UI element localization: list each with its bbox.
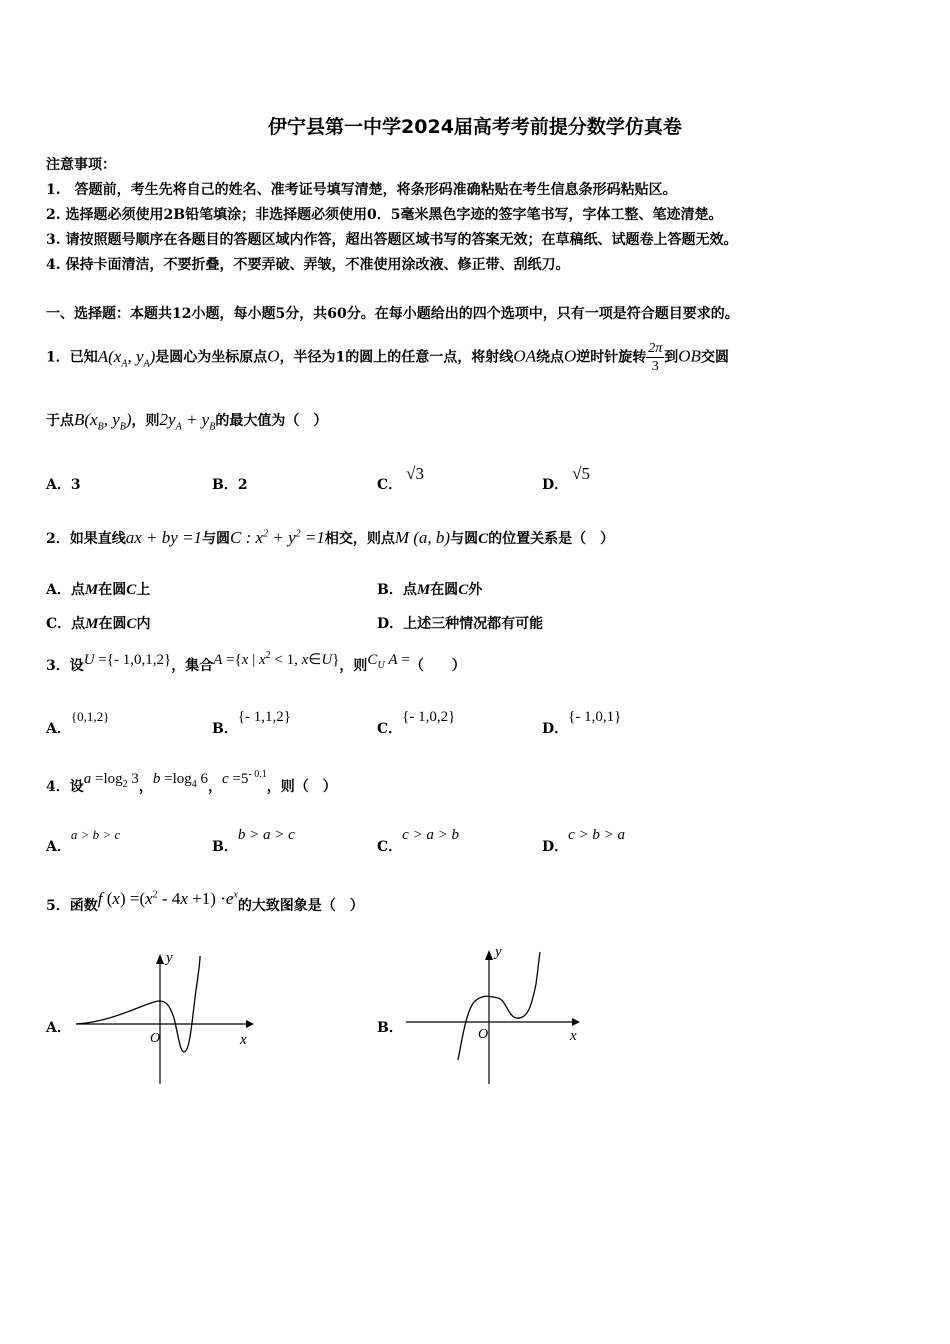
graph-b-y-label: y xyxy=(495,944,502,960)
graph-a-x-arrow xyxy=(246,1020,254,1028)
q1-option-c-value: √3 xyxy=(406,464,424,483)
q2-text-2: 相交，则点 xyxy=(324,531,395,547)
q1-text-5: 到 xyxy=(664,349,679,366)
q1-text-2: ，半径为1的圆上的任意一点，将射线 xyxy=(279,349,514,366)
q3-text-3: （ ） xyxy=(409,658,466,674)
q3-number: 3．设 xyxy=(46,658,84,674)
q1-origin-2: O xyxy=(563,346,577,366)
q2-option-a[interactable] xyxy=(46,579,150,599)
q3-b-label: B． xyxy=(212,721,238,737)
q1-option-d[interactable] xyxy=(542,464,590,494)
q1-text-6: 交圆 xyxy=(700,349,729,366)
q2-a-t2: 在圆 xyxy=(98,582,127,598)
q2-c-c: C xyxy=(126,616,137,632)
q1-frac-den: 3 xyxy=(651,359,659,374)
q3-text-2: ，则 xyxy=(339,658,368,674)
q4-option-a[interactable] xyxy=(46,827,121,856)
q1-ray-ob: OB xyxy=(678,346,701,366)
q3-c-value: {- 1,0,2} xyxy=(402,709,456,725)
page-title: 伊宁县第一中学2024届高考考前提分数学仿真卷 xyxy=(268,116,682,138)
q4-text-1: ，则（ ） xyxy=(266,779,337,795)
q1-option-d-value: √5 xyxy=(572,464,590,483)
q4-c-def: $c =5^{- 0.1}$ xyxy=(222,769,267,787)
graph-a-x-label: x xyxy=(240,1032,247,1048)
q1-number: 1．已知 xyxy=(46,349,98,366)
q5-option-a[interactable]: A． xyxy=(46,1020,71,1036)
q4-d-label: D． xyxy=(542,839,569,855)
q4-a-label: A． xyxy=(46,839,71,855)
q2-point-m: M (a, b) xyxy=(394,528,451,547)
q1-origin: O xyxy=(267,346,280,366)
note-item-3: 3. 请按照题号顺序在各题目的答题区域内作答，超出答题区域书写的答案无效；在草稿纸、试题卷上答题无效。 xyxy=(46,232,738,248)
q1-point-a: $A(x_A$, $y_A$) xyxy=(97,346,156,369)
q2-circle-c: C xyxy=(478,531,489,547)
q3-text-1: ，集合 xyxy=(171,658,214,674)
q5-function: f $(x) =(x^2 - 4x +1) \cdot e^x$ xyxy=(97,889,238,908)
q3-complement: $C_U$ A = xyxy=(367,652,410,671)
q2-b-c: C xyxy=(458,582,469,598)
q1-option-c[interactable] xyxy=(377,464,424,494)
graph-b-curve xyxy=(458,952,540,1060)
q2-number: 2．如果直线 xyxy=(46,531,126,547)
note-item-4: 4. 保持卡面清洁，不要折叠，不要弄破、弄皱，不准使用涂改液、修正带、刮纸刀。 xyxy=(46,257,570,273)
q1-line2-b: ，则 xyxy=(131,413,160,429)
q3-a-value: {0,1,2} xyxy=(70,709,110,724)
q4-a-value: a > b > c xyxy=(70,827,121,842)
q5-option-b[interactable]: B． xyxy=(377,1020,403,1036)
q2-b-t1: B．点 xyxy=(377,582,417,598)
q4-option-d[interactable] xyxy=(542,827,626,856)
graph-a-curve xyxy=(76,956,200,1052)
graph-b-x-label: x xyxy=(570,1028,577,1044)
q4-sep-2: ， xyxy=(208,779,223,795)
q2-text-3: 与圆 xyxy=(450,531,479,547)
q4-option-b[interactable] xyxy=(212,827,295,856)
q1-ray-oa: OA xyxy=(513,346,536,366)
q1-text-1: 是圆心为坐标原点 xyxy=(155,349,268,366)
q4-sep-1: ， xyxy=(138,779,153,795)
q4-c-value: c > a > b xyxy=(402,827,460,843)
q3-d-value: {- 1,0,1} xyxy=(568,709,622,725)
question-2 xyxy=(46,528,614,548)
q3-b-value: {- 1,1,2} xyxy=(237,709,291,725)
q2-option-c[interactable] xyxy=(46,613,151,633)
q1-option-b[interactable]: B．2 xyxy=(212,477,248,493)
q4-c-label: C． xyxy=(377,839,403,855)
q5-number: 5．函数 xyxy=(46,898,98,914)
q3-d-label: D． xyxy=(542,721,569,737)
q2-c-m: M xyxy=(85,616,99,632)
question-1-line-2 xyxy=(46,410,327,432)
q2-a-c: C xyxy=(126,582,137,598)
q2-a-t3: 上 xyxy=(136,582,151,598)
graph-a-origin: O xyxy=(150,1031,161,1046)
q2-c-t2: 在圆 xyxy=(98,616,127,632)
note-item-2: 2. 选择题必须使用2B铅笔填涂；非选择题必须使用0．5毫米黑色字迹的签字笔书写，字体工整、笔迹清楚。 xyxy=(46,207,723,223)
q2-a-m: M xyxy=(84,582,99,598)
q5-graph-b[interactable] xyxy=(400,940,590,1090)
q3-set-u: U ={- 1,0,1,2} xyxy=(83,652,172,668)
q2-b-m: M xyxy=(416,582,431,598)
q3-option-c[interactable] xyxy=(377,709,456,738)
q4-a-def: $a =\log_2$ 3 xyxy=(83,771,139,790)
q5-text-1: 的大致图象是（ ） xyxy=(237,898,364,914)
q4-d-value: c > b > a xyxy=(568,827,626,843)
q2-c-t3: 内 xyxy=(136,616,151,632)
graph-b-x-arrow xyxy=(572,1018,580,1026)
q5-graph-a[interactable] xyxy=(70,940,260,1090)
q1-text-3: 绕点 xyxy=(535,349,564,366)
q2-c-t1: C．点 xyxy=(46,616,86,632)
q4-b-def: $b =\log_4$ 6 xyxy=(152,771,209,790)
q1-option-d-label: D． xyxy=(542,477,569,493)
q3-set-a: A ={x | $x^2 < 1$, x∈U} xyxy=(213,650,340,668)
q4-number: 4．设 xyxy=(46,779,84,795)
q1-option-c-label: C． xyxy=(377,477,403,493)
q3-option-d[interactable] xyxy=(542,709,622,738)
q3-option-b[interactable] xyxy=(212,709,291,738)
q2-text-1: 与圆 xyxy=(202,531,231,547)
question-4 xyxy=(46,769,337,798)
graph-b-origin: O xyxy=(478,1027,489,1042)
q2-b-t2: 在圆 xyxy=(430,582,459,598)
q1-angle-fraction xyxy=(646,340,664,375)
q2-circle-equation: C : $x^2 + y^2 =1$ xyxy=(230,528,325,547)
q3-c-label: C． xyxy=(377,721,403,737)
q1-text-4: 逆时针旋转 xyxy=(576,349,647,366)
graph-a-y-label: y xyxy=(166,950,173,966)
q1-frac-num: 2π xyxy=(648,341,663,356)
graph-a-y-arrow xyxy=(156,954,164,964)
q3-a-label: A． xyxy=(46,721,71,737)
q2-line-equation: ax + by =1 xyxy=(125,528,203,547)
graph-b-y-arrow xyxy=(485,950,493,960)
q2-a-t1: A．点 xyxy=(46,582,85,598)
question-1 xyxy=(46,340,729,375)
q2-text-4: 的位置关系是（ ） xyxy=(488,531,615,547)
q1-point-b: $B(x_B$, $y_B$) xyxy=(74,410,132,433)
q2-b-t3: 外 xyxy=(468,582,483,598)
q2-option-b[interactable] xyxy=(377,579,482,599)
q1-line2-c: 的最大值为（ ） xyxy=(215,413,328,429)
q1-line2-a: 于点 xyxy=(46,413,74,429)
question-3 xyxy=(46,650,466,677)
section-heading: 一、选择题：本题共12小题，每小题5分，共60分。在每小题给出的四个选项中，只有一项是符合题目要求的。 xyxy=(46,306,739,322)
q2-option-d[interactable]: D．上述三种情况都有可能 xyxy=(377,616,544,632)
q4-option-c[interactable] xyxy=(377,827,460,856)
question-5 xyxy=(46,889,364,915)
note-item-1: 1. 答题前，考生先将自己的姓名、准考证号填写清楚，将条形码准确粘贴在考生信息条形码粘贴区。 xyxy=(46,182,677,198)
notes-heading: 注意事项： xyxy=(46,157,116,173)
q3-option-a[interactable] xyxy=(46,709,110,738)
q1-option-a[interactable]: A．3 xyxy=(46,477,81,493)
q4-b-label: B． xyxy=(212,839,238,855)
q1-expression: $2y_A + y_B$ xyxy=(159,410,216,433)
q4-b-value: b > a > c xyxy=(237,827,295,843)
